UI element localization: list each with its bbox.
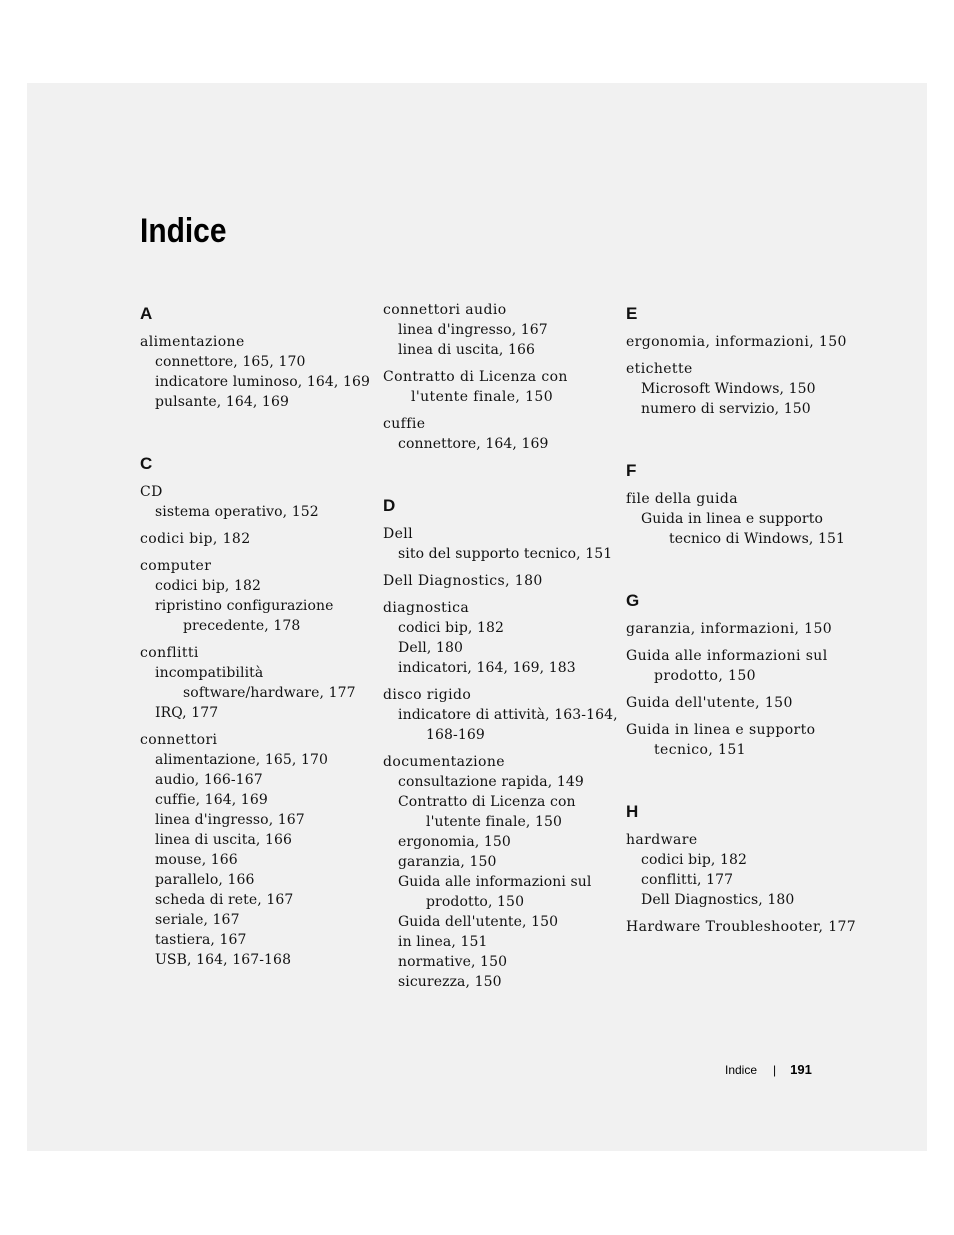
index-entry (383, 685, 618, 745)
index-term: connettori audio (383, 302, 507, 318)
index-section (140, 304, 375, 412)
section-letter: D (383, 496, 396, 515)
page-number: 191 (790, 1062, 812, 1077)
index-section (626, 802, 866, 937)
index-term: CD (140, 484, 163, 500)
index-subentry: Dell Diagnostics, 180 (641, 892, 795, 908)
section-letter: H (626, 802, 639, 821)
footer-separator: | (773, 1063, 777, 1077)
page-title: Indice (140, 212, 227, 250)
index-subentry: connettore, 164, 169 (398, 436, 549, 452)
index-subentry: conflitti, 177 (641, 872, 734, 888)
index-subentry: tastiera, 167 (155, 932, 247, 948)
index-entry (626, 489, 866, 549)
index-column-3 (626, 300, 866, 979)
index-term: alimentazione (140, 334, 245, 350)
index-entry (140, 730, 375, 970)
index-term: connettori (140, 732, 218, 748)
index-subentry: sito del supporto tecnico, 151 (398, 546, 613, 562)
index-subentry: linea d'ingresso, 167 (155, 812, 305, 828)
index-entry (626, 917, 866, 937)
index-subentry: Guida dell'utente, 150 (398, 914, 559, 930)
section-letter: A (140, 304, 153, 323)
index-subentry: IRQ, 177 (155, 705, 219, 721)
index-entry (140, 529, 375, 549)
index-subentry: scheda di rete, 167 (155, 892, 294, 908)
index-subentry: Guida in linea e supporto tecnico di Windows, 151 (641, 511, 845, 547)
index-subentry: normative, 150 (398, 954, 508, 970)
index-entry (626, 646, 866, 686)
index-subentry: linea di uscita, 166 (398, 342, 536, 358)
section-letter: C (140, 454, 153, 473)
section-letter: F (626, 461, 637, 480)
index-subentry: sicurezza, 150 (398, 974, 502, 990)
footer-label: Indice (725, 1063, 758, 1077)
index-term: hardware (626, 832, 698, 848)
index-entry (626, 830, 866, 910)
index-subentry: codici bip, 182 (155, 578, 262, 594)
index-entry (383, 752, 618, 992)
index-subentry: Guida alle informazioni sul prodotto, 150 (398, 874, 592, 910)
index-subentry: connettore, 165, 170 (155, 354, 306, 370)
index-subentry: Dell, 180 (398, 640, 463, 656)
index-term: Dell Diagnostics, 180 (383, 573, 543, 589)
index-term: Guida alle informazioni sul prodotto, 150 (626, 648, 828, 684)
index-entry (140, 643, 375, 723)
index-term: etichette (626, 361, 693, 377)
index-subentry: consultazione rapida, 149 (398, 774, 584, 790)
section-letter: G (626, 591, 640, 610)
index-section (626, 591, 866, 760)
index-subentry: indicatore di attività, 163-164, 168-169 (398, 707, 618, 743)
index-entry (383, 414, 618, 454)
index-term: diagnostica (383, 600, 470, 616)
index-term: documentazione (383, 754, 505, 770)
index-subentry: garanzia, 150 (398, 854, 497, 870)
index-column-2 (383, 300, 618, 1034)
index-section (626, 304, 866, 419)
index-column-1 (140, 300, 375, 1012)
index-term: codici bip, 182 (140, 531, 251, 547)
index-section (140, 454, 375, 970)
index-term: garanzia, informazioni, 150 (626, 621, 833, 637)
index-entry (140, 482, 375, 522)
index-subentry: Contratto di Licenza con l'utente finale, 150 (398, 794, 576, 830)
index-subentry: audio, 166-167 (155, 772, 263, 788)
index-term: file della guida (626, 491, 739, 507)
index-section (626, 461, 866, 549)
index-subentry: linea d'ingresso, 167 (398, 322, 548, 338)
index-term: disco rigido (383, 687, 472, 703)
index-subentry: parallelo, 166 (155, 872, 255, 888)
index-term: computer (140, 558, 212, 574)
index-term: conflitti (140, 645, 199, 661)
index-entry (383, 300, 618, 360)
index-subentry: mouse, 166 (155, 852, 238, 868)
index-subentry: ergonomia, 150 (398, 834, 511, 850)
index-entry (626, 359, 866, 419)
index-subentry: USB, 164, 167-168 (155, 952, 292, 968)
index-entry (383, 367, 618, 407)
page-footer (725, 1062, 812, 1077)
index-subentry: numero di servizio, 150 (641, 401, 811, 417)
index-entry (383, 524, 618, 564)
index-subentry: cuffie, 164, 169 (155, 792, 268, 808)
index-entry (140, 332, 375, 412)
index-subentry: linea di uscita, 166 (155, 832, 293, 848)
index-term: Contratto di Licenza con l'utente finale, 150 (383, 369, 568, 405)
index-subentry: alimentazione, 165, 170 (155, 752, 328, 768)
index-entry (626, 693, 866, 713)
index-term: ergonomia, informazioni, 150 (626, 334, 847, 350)
index-subentry: incompatibilità software/hardware, 177 (155, 665, 356, 701)
index-entry (140, 556, 375, 636)
index-subentry: seriale, 167 (155, 912, 240, 928)
index-term: Guida dell'utente, 150 (626, 695, 793, 711)
index-term: Hardware Troubleshooter, 177 (626, 919, 857, 935)
index-subentry: codici bip, 182 (641, 852, 748, 868)
index-term: Dell (383, 526, 414, 542)
index-subentry: in linea, 151 (398, 934, 488, 950)
index-entry (383, 598, 618, 678)
index-subentry: pulsante, 164, 169 (155, 394, 289, 410)
section-letter: E (626, 304, 638, 323)
index-entry (626, 619, 866, 639)
index-subentry: sistema operativo, 152 (155, 504, 319, 520)
index-subentry: indicatori, 164, 169, 183 (398, 660, 576, 676)
index-subentry: indicatore luminoso, 164, 169 (155, 374, 371, 390)
index-subentry: ripristino configurazione precedente, 178 (155, 598, 334, 634)
index-term: cuffie (383, 416, 426, 432)
index-subentry: Microsoft Windows, 150 (641, 381, 816, 397)
index-subentry: codici bip, 182 (398, 620, 505, 636)
index-entry (626, 332, 866, 352)
index-section (383, 300, 618, 454)
index-section (383, 496, 618, 992)
index-term: Guida in linea e supporto tecnico, 151 (626, 722, 816, 758)
index-entry (383, 571, 618, 591)
index-entry (626, 720, 866, 760)
